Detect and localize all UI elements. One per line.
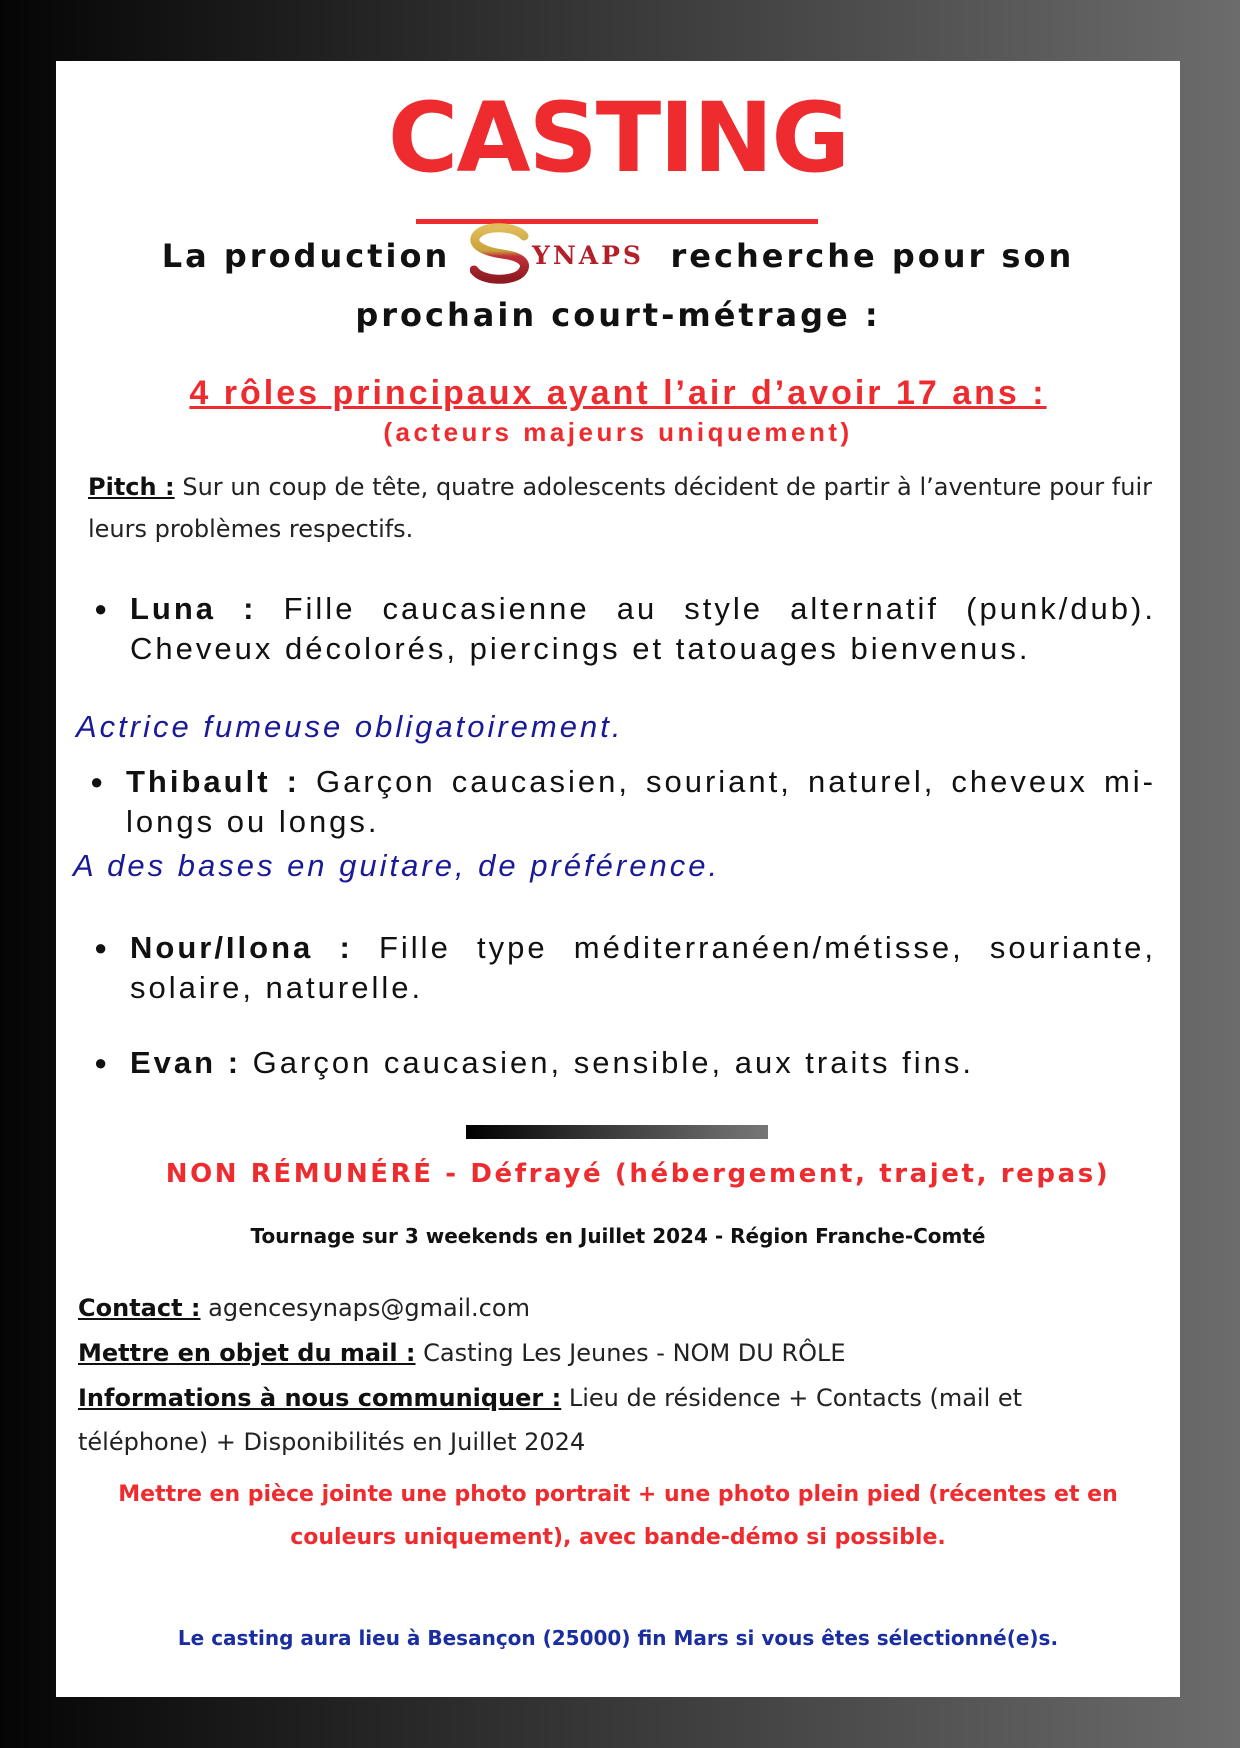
- role-evan: [94, 1043, 1156, 1083]
- page-title: CASTING: [387, 82, 849, 194]
- role-note: Actrice fumeuse obligatoirement.: [76, 709, 624, 744]
- pitch-label: Pitch :: [88, 473, 175, 501]
- role-luna: [94, 589, 1156, 669]
- svg-text:YNAPS: YNAPS: [532, 241, 645, 270]
- bullet-icon: ●: [94, 935, 111, 960]
- synaps-logo: [470, 222, 650, 286]
- attachment-note: Mettre en pièce jointe une photo portrait + une photo plein pied (récentes et en couleurs uniquement), avec bande-démo si possible.: [118, 1482, 1118, 1550]
- role-thibault: [90, 762, 1156, 842]
- pitch-text: Sur un coup de tête, quatre adolescents décident de partir à l’aventure pour fuir leurs problèmes respectifs.: [88, 473, 1152, 543]
- role-note: A des bases en guitare, de préférence.: [73, 848, 721, 883]
- subject-label: Mettre en objet du mail :: [78, 1339, 416, 1367]
- subject-value: Casting Les Jeunes - NOM DU RÔLE: [423, 1339, 846, 1367]
- role-name: Nour/Ilona :: [130, 930, 353, 965]
- intro-line-1: [56, 226, 1180, 290]
- intro-line-2: prochain court-métrage :: [355, 296, 881, 334]
- section-divider: [466, 1125, 768, 1139]
- casting-sheet: [56, 61, 1180, 1697]
- bullet-icon: ●: [94, 1050, 111, 1075]
- role-nour-ilona: [94, 928, 1156, 1008]
- bullet-icon: ●: [90, 769, 107, 794]
- role-description: Garçon caucasien, souriant, naturel, cheveux mi-longs ou longs.: [126, 764, 1156, 839]
- role-description: Fille caucasienne au style alternatif (punk/dub). Cheveux décolorés, piercings et tatouages bienvenus.: [130, 591, 1156, 666]
- role-description: Garçon caucasien, sensible, aux traits fins.: [252, 1045, 974, 1080]
- intro-after-logo: recherche pour son: [670, 237, 1075, 275]
- contact-label: Contact :: [78, 1294, 201, 1322]
- contact-line: [78, 1286, 1158, 1330]
- bullet-icon: ●: [94, 596, 111, 621]
- pitch-paragraph: [88, 466, 1152, 550]
- information-value: Lieu de résidence + Contacts (mail et téléphone) + Disponibilités en Juillet 2024: [78, 1384, 1023, 1456]
- roles-heading: 4 rôles principaux ayant l’air d’avoir 17 ans :: [189, 374, 1047, 412]
- role-description: Fille type méditerranéen/métisse, souriante, solaire, naturelle.: [130, 930, 1156, 1005]
- intro-before-logo: La production: [161, 237, 451, 275]
- information-label: Informations à nous communiquer :: [78, 1384, 562, 1412]
- compensation-line: NON RÉMUNÉRÉ - Défrayé (hébergement, trajet, repas): [165, 1159, 1111, 1189]
- role-name: Thibault :: [126, 764, 300, 799]
- role-name: Luna :: [130, 591, 257, 626]
- final-note: Le casting aura lieu à Besançon (25000) fin Mars si vous êtes sélectionné(e)s.: [177, 1626, 1059, 1650]
- shooting-dates: Tournage sur 3 weekends en Juillet 2024 - Région Franche-Comté: [250, 1224, 986, 1248]
- information-line: [78, 1376, 1158, 1464]
- contact-email[interactable]: agencesynaps@gmail.com: [208, 1294, 530, 1322]
- role-name: Evan :: [130, 1045, 242, 1080]
- roles-subheading: (acteurs majeurs uniquement): [383, 417, 853, 447]
- subject-line: [78, 1331, 1158, 1375]
